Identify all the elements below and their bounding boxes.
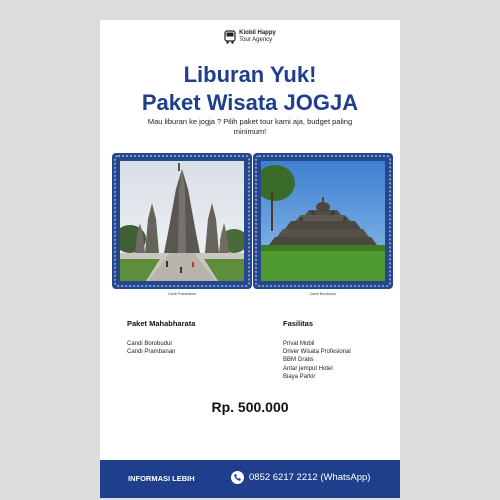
prambanan-photo-frame: [112, 153, 252, 289]
prambanan-caption: Candi Prambanan: [167, 292, 197, 296]
headline-line1: Liburan Yuk!: [183, 62, 317, 87]
facility-item: Biaya Parkir: [283, 373, 316, 380]
contact-number: 0852 6217 2212 (WhatsApp): [249, 472, 371, 483]
package-title: Paket Mahabharata: [127, 319, 196, 328]
phone-icon: [231, 471, 244, 484]
facility-item: Privat Mobil: [283, 341, 315, 347]
package-list: [127, 340, 175, 356]
facilities-list: [283, 340, 351, 381]
subtitle: Mau liburan ke jogja ? Pilih paket tour kami aja, budget paling minimum!: [147, 117, 353, 136]
package-item: Candi Borobudur: [127, 341, 173, 347]
footer-bar: [100, 460, 400, 498]
brand-name: Kiobil Happy: [239, 30, 276, 36]
facility-item: Antar jemput Hotel: [283, 365, 333, 372]
poster: [100, 20, 400, 498]
bus-icon: [224, 30, 236, 44]
prambanan-temple-image: [120, 161, 244, 281]
package-item: Candi Prambanan: [127, 349, 176, 356]
brand-tagline: Tour Agency: [239, 37, 273, 43]
info-label: INFORMASI LEBIH: [128, 474, 195, 483]
facility-item: Driver Wisata Profesional: [283, 349, 351, 356]
headline-line2: Paket Wisata JOGJA: [141, 90, 359, 115]
brand-logo: [100, 30, 400, 44]
price: Rp. 500.000: [211, 399, 289, 415]
borobudur-caption: Candi Borobudur: [309, 292, 337, 296]
borobudur-temple-image: [261, 161, 385, 281]
borobudur-photo-frame: [253, 153, 393, 289]
whatsapp-contact[interactable]: [231, 471, 370, 484]
facility-item: BBM Gratis: [283, 357, 314, 364]
facilities-title: Fasilitas: [283, 319, 314, 328]
